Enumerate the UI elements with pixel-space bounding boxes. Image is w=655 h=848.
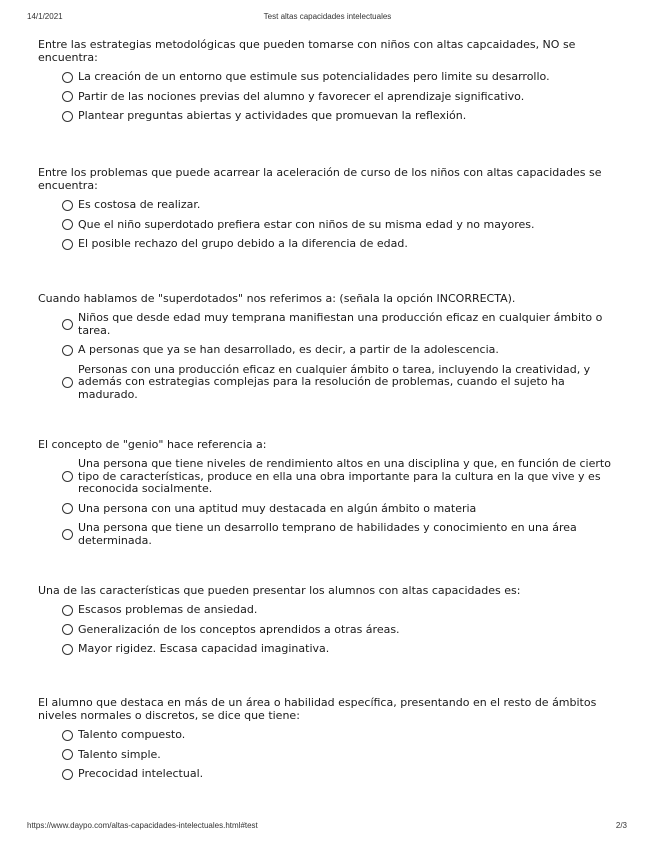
radio-button[interactable] xyxy=(62,239,73,250)
answer-options xyxy=(38,458,618,547)
answer-label: Escasos problemas de ansiedad. xyxy=(78,603,258,616)
answer-option[interactable] xyxy=(62,110,618,123)
radio-button[interactable] xyxy=(62,91,73,102)
answer-label: Talento compuesto. xyxy=(78,728,186,741)
radio-button[interactable] xyxy=(62,605,73,616)
radio-button[interactable] xyxy=(62,72,73,83)
question-5 xyxy=(38,584,618,663)
answer-option[interactable] xyxy=(62,604,618,617)
answer-option[interactable] xyxy=(62,238,618,251)
radio-button[interactable] xyxy=(62,503,73,514)
radio-button[interactable] xyxy=(62,319,73,330)
answer-label: Que el niño superdotado prefiera estar con niños de su misma edad y no mayores. xyxy=(78,217,535,231)
answer-option[interactable] xyxy=(62,522,618,547)
answer-option[interactable] xyxy=(62,344,618,357)
page-header xyxy=(0,12,655,26)
answer-option[interactable] xyxy=(62,364,618,402)
radio-button[interactable] xyxy=(62,200,73,211)
answer-option[interactable] xyxy=(62,199,618,212)
radio-button[interactable] xyxy=(62,471,73,482)
source-url: https://www.daypo.com/altas-capacidades-intelectuales.html#test xyxy=(27,821,258,830)
answer-label: Talento simple. xyxy=(78,747,161,761)
question-text: Entre las estrategias metodológicas que pueden tomarse con niños con altas capcaidades, NO se encuentra: xyxy=(38,38,576,64)
radio-button[interactable] xyxy=(62,111,73,122)
answer-option[interactable] xyxy=(62,768,618,781)
question-4 xyxy=(38,438,618,554)
question-1 xyxy=(38,38,618,130)
answer-option[interactable] xyxy=(62,91,618,104)
question-text: Una de las características que pueden presentar los alumnos con altas capacidades es: xyxy=(38,584,521,597)
answer-option[interactable] xyxy=(62,624,618,637)
question-text: El concepto de "genio" hace referencia a: xyxy=(38,438,267,451)
answer-label: Una persona con una aptitud muy destacada en algún ámbito o materia xyxy=(78,501,477,515)
answer-label: La creación de un entorno que estimule sus potencialidades pero limite su desarrollo. xyxy=(78,70,550,83)
answer-label: Precocidad intelectual. xyxy=(78,767,204,780)
radio-button[interactable] xyxy=(62,377,73,388)
radio-button[interactable] xyxy=(62,529,73,540)
answer-option[interactable] xyxy=(62,503,618,516)
radio-button[interactable] xyxy=(62,644,73,655)
radio-button[interactable] xyxy=(62,219,73,230)
page-footer xyxy=(0,821,655,835)
answer-options xyxy=(38,312,618,401)
radio-button[interactable] xyxy=(62,345,73,356)
answer-label: Plantear preguntas abiertas y actividades que promuevan la reflexión. xyxy=(78,109,467,122)
question-text: Cuando hablamos de "superdotados" nos referimos a: (señala la opción INCORRECTA). xyxy=(38,292,516,305)
answer-label: Una persona que tiene un desarrollo temprano de habilidades y conocimiento en una área determinada. xyxy=(78,521,577,547)
answer-options xyxy=(38,199,618,251)
answer-option[interactable] xyxy=(62,643,618,656)
answer-label: Mayor rigidez. Escasa capacidad imaginativa. xyxy=(78,642,330,655)
print-date: 14/1/2021 xyxy=(27,12,63,21)
answer-option[interactable] xyxy=(62,458,618,496)
radio-button[interactable] xyxy=(62,624,73,635)
question-2 xyxy=(38,166,618,258)
question-6 xyxy=(38,696,618,788)
answer-option[interactable] xyxy=(62,749,618,762)
answer-options xyxy=(38,71,618,123)
question-3 xyxy=(38,292,618,408)
question-text: Entre los problemas que puede acarrear la aceleración de curso de los niños con altas capacidades se encuentra: xyxy=(38,166,602,192)
question-text: El alumno que destaca en más de un área o habilidad específica, presentando en el resto de ámbitos niveles normales o discretos, se dice que tiene: xyxy=(38,696,597,722)
answer-label: Partir de las nociones previas del alumno y favorecer el aprendizaje significativo. xyxy=(78,89,525,103)
answer-options xyxy=(38,604,618,656)
answer-label: Una persona que tiene niveles de rendimiento altos en una disciplina y que, en función de cierto tipo de características, produce en ella una obra importante para la cultura en la que vive y es reconocida socialmente. xyxy=(78,457,611,495)
answer-options xyxy=(38,729,618,781)
answer-label: Generalización de los conceptos aprendidos a otras áreas. xyxy=(78,622,400,636)
answer-label: El posible rechazo del grupo debido a la diferencia de edad. xyxy=(78,237,408,250)
answer-option[interactable] xyxy=(62,219,618,232)
radio-button[interactable] xyxy=(62,730,73,741)
radio-button[interactable] xyxy=(62,769,73,780)
answer-label: A personas que ya se han desarrollado, es decir, a partir de la adolescencia. xyxy=(78,343,499,356)
page-number: 2/3 xyxy=(615,821,627,830)
answer-label: Es costosa de realizar. xyxy=(78,198,201,211)
document-title: Test altas capacidades intelectuales xyxy=(263,12,392,21)
answer-option[interactable] xyxy=(62,729,618,742)
radio-button[interactable] xyxy=(62,749,73,760)
answer-option[interactable] xyxy=(62,71,618,84)
answer-label: Niños que desde edad muy temprana manifiestan una producción eficaz en cualquier ámbito o tarea. xyxy=(78,311,603,337)
answer-option[interactable] xyxy=(62,312,618,337)
answer-label: Personas con una producción eficaz en cualquier ámbito o tarea, incluyendo la creatividad, y además con estrategias complejas para la resolución de problemas, cuando el sujeto ha madurado. xyxy=(78,362,591,401)
